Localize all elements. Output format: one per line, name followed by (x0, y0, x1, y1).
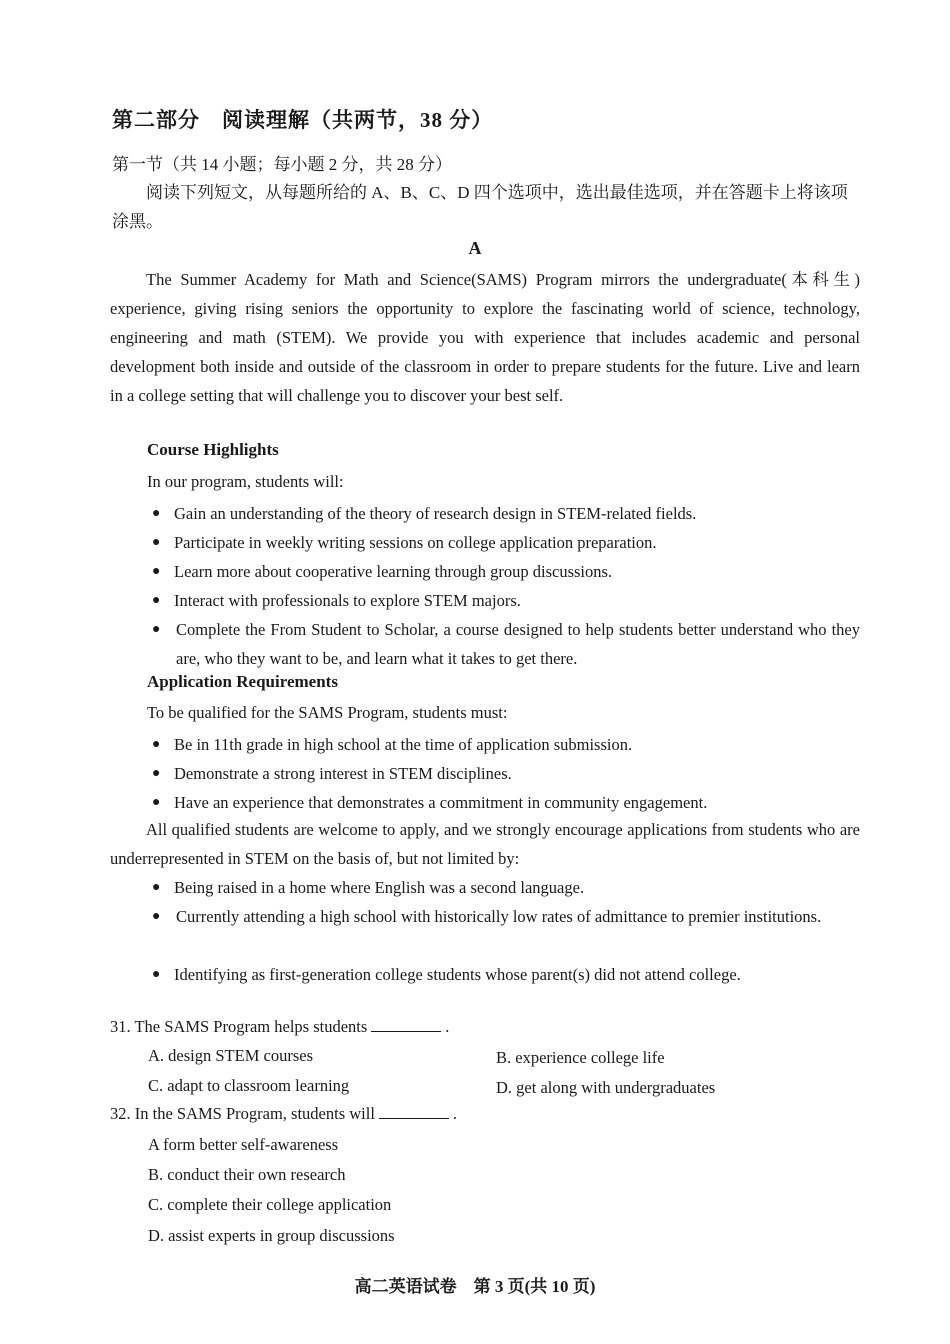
requirements-lead: To be qualified for the SAMS Program, students must: (147, 703, 508, 722)
bullet-icon: ● (152, 564, 161, 579)
requirement-item (152, 788, 860, 817)
encourage-item (152, 902, 860, 931)
course-item (152, 499, 860, 528)
option-31-c[interactable] (148, 1076, 349, 1096)
option-text: get along with undergraduates (516, 1078, 716, 1097)
bullet-icon: ● (152, 766, 161, 781)
option-text: adapt to classroom learning (167, 1076, 350, 1095)
option-31-a[interactable] (148, 1046, 313, 1066)
course-item-text: Participate in weekly writing sessions on college application preparation. (174, 533, 657, 552)
passage-label: A (468, 238, 482, 258)
option-letter: A. (148, 1046, 165, 1065)
course-item (152, 557, 860, 586)
question-stem: The SAMS Program helps students (134, 1017, 368, 1036)
option-32-b[interactable] (148, 1165, 345, 1185)
course-item-text: Interact with professionals to explore STEM majors. (174, 591, 521, 610)
option-text: form better self-awareness (163, 1135, 339, 1154)
encourage-item-text: Being raised in a home where English was a second language. (174, 878, 585, 897)
requirement-item-text: Be in 11th grade in high school at the time of application submission. (174, 735, 633, 754)
bullet-icon: ● (152, 967, 161, 982)
encourage-item (152, 873, 860, 902)
option-letter: B. (148, 1165, 164, 1184)
option-32-a[interactable] (148, 1135, 338, 1155)
bullet-icon: ● (152, 506, 161, 521)
course-highlights-heading: Course Highlights (147, 440, 279, 459)
course-item-text: Complete the From Student to Scholar, a course designed to help students better understand who they are, who they want to be, and learn what it takes to get there. (176, 620, 860, 668)
option-letter: C. (148, 1195, 164, 1214)
question-31 (110, 1017, 449, 1037)
option-letter: C. (148, 1076, 164, 1095)
option-letter: B. (496, 1048, 512, 1067)
answer-blank (371, 1017, 441, 1032)
requirement-item (152, 730, 860, 759)
question-end: . (445, 1017, 450, 1036)
bullet-icon: ● (152, 593, 161, 608)
question-32 (110, 1104, 457, 1124)
option-letter: D. (496, 1078, 513, 1097)
page-footer: 高二英语试卷 第 3 页(共 10 页) (354, 1277, 596, 1296)
answer-blank (379, 1104, 449, 1119)
course-item-text: Gain an understanding of the theory of research design in STEM-related fields. (174, 504, 697, 523)
option-text: complete their college application (167, 1195, 392, 1214)
question-stem: In the SAMS Program, students will (134, 1104, 375, 1123)
course-item (152, 615, 860, 673)
section-title: 第二部分 阅读理解（共两节，38 分） (112, 108, 494, 132)
bullet-icon: ● (152, 737, 161, 752)
encourage-item-text: Identifying as first-generation college students whose parent(s) did not attend college. (174, 965, 741, 984)
option-32-c[interactable] (148, 1195, 391, 1215)
bullet-icon: ● (152, 535, 161, 550)
option-31-b[interactable] (496, 1048, 665, 1068)
application-requirements-heading: Application Requirements (147, 672, 338, 691)
course-item (152, 586, 860, 615)
question-number: 32. (110, 1104, 131, 1123)
requirement-item-text: Demonstrate a strong interest in STEM disciplines. (174, 764, 512, 783)
course-item-text: Learn more about cooperative learning through group discussions. (174, 562, 613, 581)
option-32-d[interactable] (148, 1226, 395, 1246)
encourage-item-text: Currently attending a high school with historically low rates of admittance to premier institutions. (176, 907, 822, 926)
option-letter: A (148, 1135, 160, 1154)
option-text: design STEM courses (168, 1046, 313, 1065)
option-text: conduct their own research (167, 1165, 346, 1184)
bullet-icon: ● (152, 795, 161, 810)
instructions: 阅读下列短文，从每题所给的 A、B、C、D 四个选项中，选出最佳选项，并在答题卡上将该项涂黑。 (112, 183, 848, 231)
course-lead: In our program, students will: (147, 472, 344, 491)
encourage-paragraph: All qualified students are welcome to apply, and we strongly encourage applications from students who are underrepresented in STEM on the basis of, but not limited by: (110, 820, 860, 868)
option-31-d[interactable] (496, 1078, 715, 1098)
subsection-title: 第一节（共 14 小题；每小题 2 分，共 28 分） (112, 155, 452, 174)
passage-intro: The Summer Academy for Math and Science(SAMS) Program mirrors the undergraduate(本科生) experience, giving rising seniors the opportunity to explore the fascinating world of science, technology, engineering and math (STEM). We provide you with experience that includes academic and personal development both inside and outside of the classroom in order to prepare students for the future. Live and learn in a college setting that will challenge you to discover your best self. (110, 270, 860, 405)
option-letter: D. (148, 1226, 165, 1245)
bullet-icon: ● (152, 622, 161, 637)
requirement-item-text: Have an experience that demonstrates a commitment in community engagement. (174, 793, 708, 812)
encourage-item (152, 960, 860, 989)
bullet-icon: ● (152, 909, 161, 924)
course-item (152, 528, 860, 557)
question-end: . (452, 1104, 458, 1123)
requirement-item (152, 759, 860, 788)
question-number: 31. (110, 1017, 131, 1036)
option-text: experience college life (515, 1048, 665, 1067)
option-text: assist experts in group discussions (168, 1226, 395, 1245)
bullet-icon: ● (152, 880, 161, 895)
